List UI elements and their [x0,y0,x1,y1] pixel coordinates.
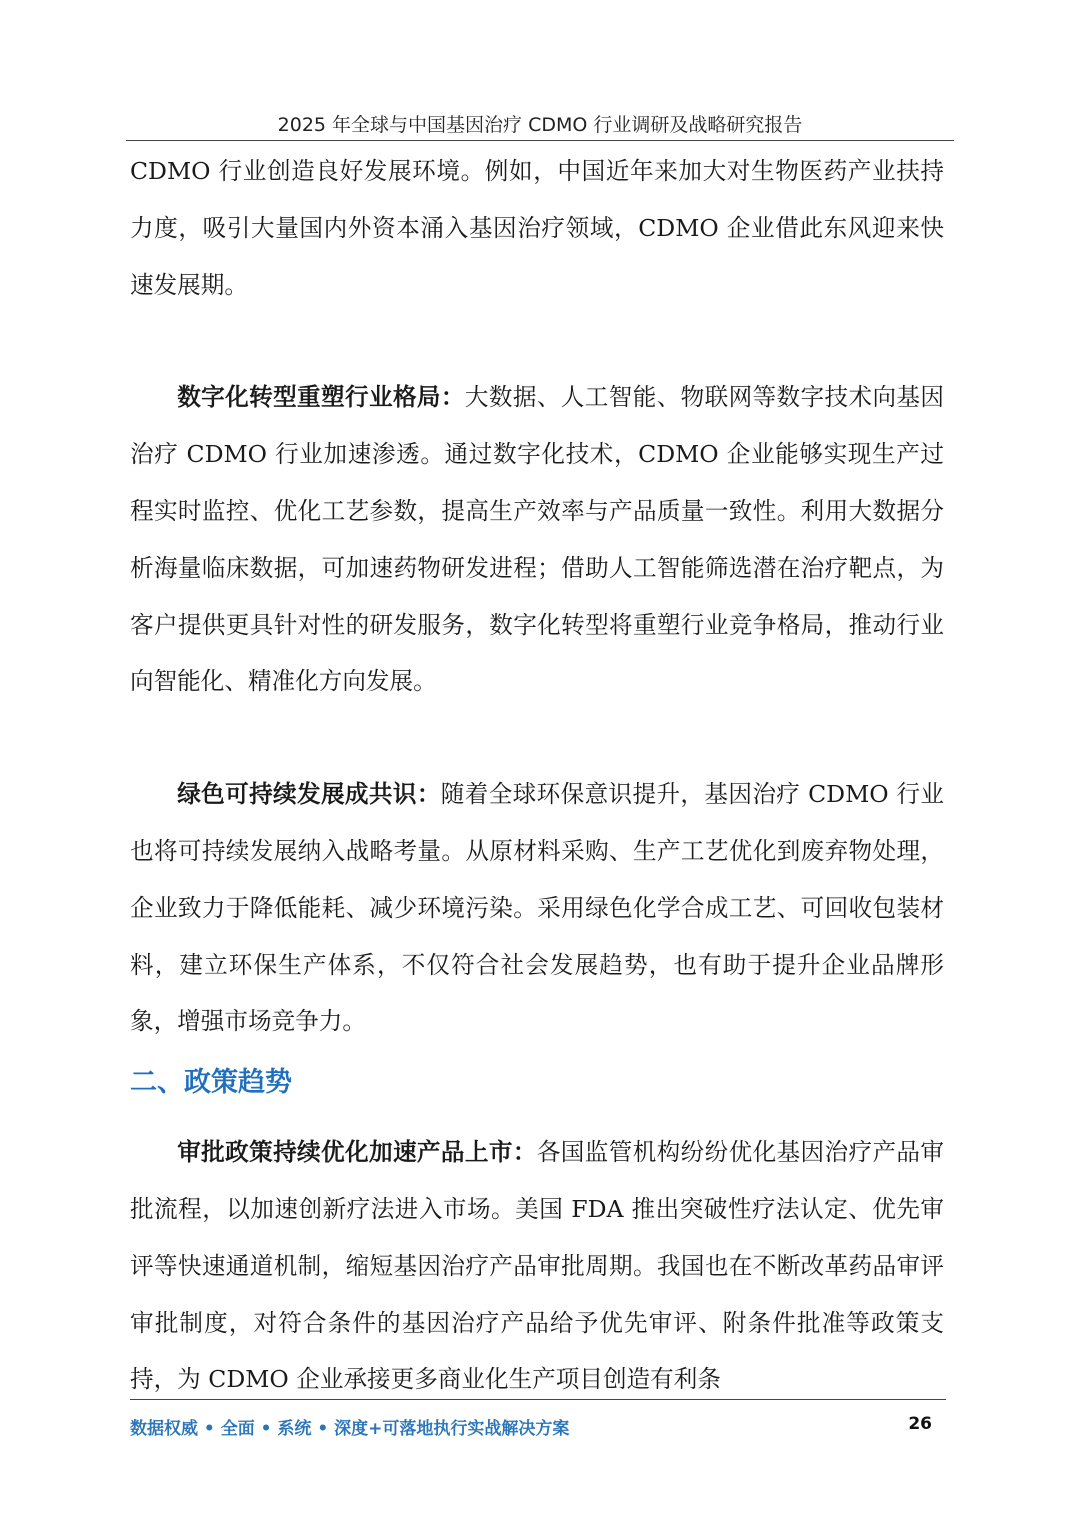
footer-slogan: 数据权威 • 全面 • 系统 • 深度+可落地执行实战解决方案 [130,1419,570,1439]
paragraph-lead: 审批政策持续优化加速产品上市： [177,1138,537,1167]
page-number: 26 [908,1414,932,1434]
report-title: 2025 年全球与中国基因治疗 CDMO 行业调研及战略研究报告 [277,114,803,136]
paragraph-cdmo-environment: CDMO 行业创造良好发展环境。例如，中国近年来加大对生物医药产业扶持力度，吸引大量国内外资本涌入基因治疗领域，CDMO 企业借此东风迎来快速发展期。 [130,157,944,299]
paragraph-text: 大数据、人工智能、物联网等数字技术向基因治疗 CDMO 行业加速渗透。通过数字化技术，CDMO 企业能够实现生产过程实时监控、优化工艺参数，提高生产效率与产品质量一致性。利用大数据分析海量临床数据，可加速药物研发进程；借助人工智能筛选潜在治疗靶点，为客户提供更具针对性的研发服务，数字化转型将重塑行业竞争格局，推动行业向智能化、精准化方向发展。 [130,383,945,696]
paragraph-digital-transformation [130,369,944,710]
paragraph-lead: 绿色可持续发展成共识： [177,780,441,809]
paragraph-spacer [130,313,944,369]
paragraph-text: 各国监管机构纷纷优化基因治疗产品审批流程，以加速创新疗法进入市场。美国 FDA 推出突破性疗法认定、优先审评等快速通道机制，缩短基因治疗产品审批周期。我国也在不断改革药品审评审批制度，对符合条件的基因治疗产品给予优先审评、附条件批准等政策支持，为 CDMO 企业承接更多商业化生产项目创造有利条 [130,1138,945,1394]
paragraph-spacer [130,710,944,766]
paragraph-approval-policy [130,1124,944,1408]
paragraph-green-sustainability [130,766,944,1050]
footer-divider [130,1399,946,1400]
header-divider [126,140,954,141]
paragraph-text: 随着全球环保意识提升，基因治疗 CDMO 行业也将可持续发展纳入战略考量。从原材料采购、生产工艺优化到废弃物处理，企业致力于降低能耗、减少环境污染。采用绿色化学合成工艺、可回收包装材料，建立环保生产体系，不仅符合社会发展趋势，也有助于提升企业品牌形象，增强市场竞争力。 [130,780,945,1036]
paragraph-lead: 数字化转型重塑行业格局： [177,383,465,412]
page-body [130,143,944,1408]
section-heading-policy: 二、政策趋势 [130,1067,292,1099]
